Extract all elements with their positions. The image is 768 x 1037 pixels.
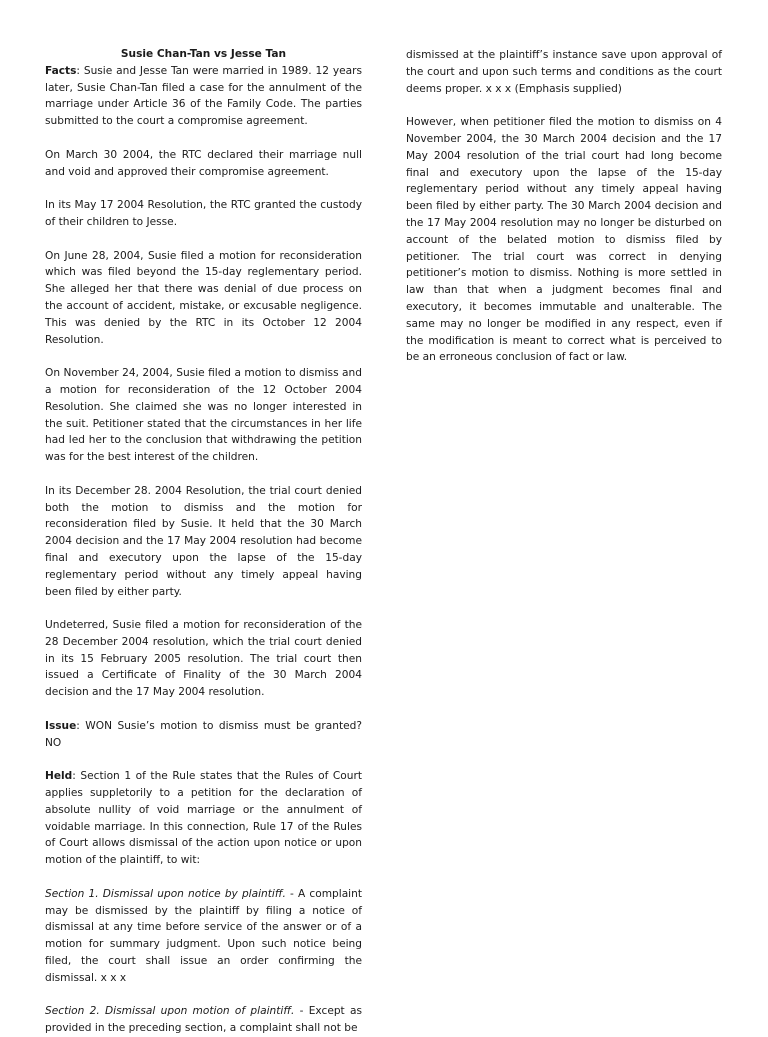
section-2-text: dismissed at the plaintiff’s instance save upon approval of the court and upon such terms and conditions as the court deems proper. x x x (Emphasis supplied) — [406, 49, 722, 95]
case-title: Susie Chan-Tan vs Jesse Tan — [120, 48, 287, 60]
section-1-text: - A complaint may be dismissed by the plaintiff by filing a notice of dismissal at any time before service of the answer or of a motion for summary judgment. Upon such notice being filed, the court shall issue an order confirming the dismissal. x x x — [45, 887, 362, 984]
section-2-heading: Section 2. Dismissal upon motion of plaintiff. — [45, 1005, 295, 1018]
issue-text: : WON Susie’s motion to dismiss must be granted? NO — [45, 719, 362, 749]
november-paragraph: On November 24, 2004, Susie filed a motion to dismiss and a motion for reconsideration of the 12 October 2004 Resolution. She claimed she was no longer interested in the suit. Petitioner stated that the circumstances in her life had led her to the conclusion that withdrawing the petition was for the best interest of the children. — [45, 367, 362, 464]
issue-paragraph — [45, 718, 362, 752]
held-label: Held — [45, 770, 73, 783]
however-paragraph: However, when petitioner filed the motion to dismiss on 4 November 2004, the 30 March 2004 decision and the 17 May 2004 resolution of the trial court had long become final and executory upon the lapse of the 15-day reglementary period without any timely appeal having been filed by either party. The 30 March 2004 decision and the 17 May 2004 resolution may no longer be disturbed on account of the belated motion to dismiss filed by petitioner. The trial court was correct in denying petitioner’s motion to dismiss. Nothing is more settled in law than that when a judgment becomes final and executory, it becomes immutable and unalterable. The same may no longer be modified in any respect, even if the modification is meant to correct what is perceived to be an erroneous conclusion of fact or law. — [406, 116, 722, 364]
march-paragraph: On March 30 2004, the RTC declared their marriage null and void and approved their compromise agreement. — [45, 148, 362, 178]
facts-paragraph — [45, 63, 362, 130]
section-2-paragraph-start — [45, 1003, 362, 1037]
may-paragraph: In its May 17 2004 Resolution, the RTC granted the custody of their children to Jesse. — [45, 199, 362, 228]
facts-text: : Susie and Jesse Tan were married in 1989. 12 years later, Susie Chan-Tan filed a case for the annulment of the marriage under Article 36 of the Family Code. The parties submitted to the court a compromise agreement. — [45, 64, 362, 128]
december-paragraph: In its December 28. 2004 Resolution, the trial court denied both the motion to dismiss and the motion for reconsideration filed by Susie. It held that the 30 March 2004 decision and the 17 May 2004 resolution had become final and executory upon the lapse of the 15-day reglementary period without any timely appeal having been filed by either party. — [45, 484, 362, 598]
right-column — [406, 47, 722, 383]
june-paragraph: On June 28, 2004, Susie filed a motion for reconsideration which was filed beyond the 15-day reglementary period. She alleged her that there was denial of due process on the account of accident, mistake, or excusable negligence. This was denied by the RTC in its October 12 2004 Resolution. — [45, 249, 362, 346]
section-1-paragraph — [45, 886, 362, 987]
facts-label: Facts — [45, 64, 77, 77]
section-2-paragraph — [406, 47, 722, 97]
section-2-text-start: - Except as provided in the preceding section, a complaint shall not be — [45, 1005, 362, 1035]
issue-label: Issue — [45, 719, 77, 732]
undeterred-paragraph: Undeterred, Susie filed a motion for reconsideration of the 28 December 2004 resolution, which the trial court denied in its 15 February 2005 resolution. The trial court then issued a Certificate of Finality of the 30 March 2004 decision and the 17 May 2004 resolution. — [45, 619, 362, 699]
section-1-heading: Section 1. Dismissal upon notice by plaintiff. — [45, 887, 286, 900]
held-text: : Section 1 of the Rule states that the Rules of Court applies suppletorily to a petition for the declaration of absolute nullity of void marriage or the annulment of voidable marriage. In this connection, Rule 17 of the Rules of Court allows dismissal of the action upon notice or upon motion of the plaintiff, to wit: — [45, 770, 362, 867]
held-paragraph — [45, 768, 362, 869]
left-column — [45, 46, 362, 1037]
